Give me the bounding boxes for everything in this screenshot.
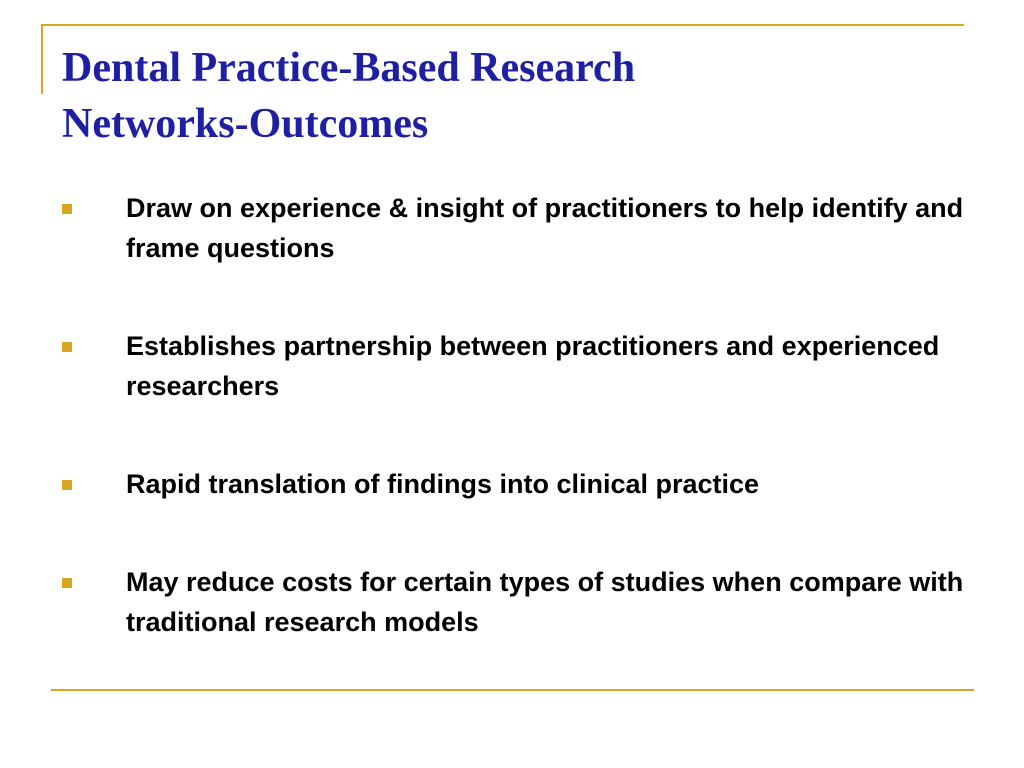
square-bullet-icon — [62, 204, 72, 214]
left-accent-bar — [41, 24, 43, 94]
bullet-text: Rapid translation of findings into clinical practice — [126, 469, 760, 499]
title-line-1: Dental Practice-Based Research — [62, 45, 636, 91]
bullet-text: Draw on experience & insight of practitioners to help identify and frame questions — [126, 193, 964, 263]
slide-title — [62, 40, 962, 152]
bottom-divider — [51, 689, 974, 691]
top-divider — [41, 24, 964, 26]
square-bullet-icon — [62, 480, 72, 490]
square-bullet-icon — [62, 578, 72, 588]
square-bullet-icon — [62, 342, 72, 352]
bullet-list — [62, 188, 972, 642]
bullet-item — [62, 464, 972, 504]
bullet-item — [62, 326, 972, 406]
title-line-2: Networks-Outcomes — [62, 101, 429, 147]
bullet-item — [62, 188, 972, 268]
bullet-text: May reduce costs for certain types of studies when compare with traditional research models — [126, 567, 964, 637]
bullet-item — [62, 562, 972, 642]
bullet-text: Establishes partnership between practitioners and experienced researchers — [126, 331, 940, 401]
